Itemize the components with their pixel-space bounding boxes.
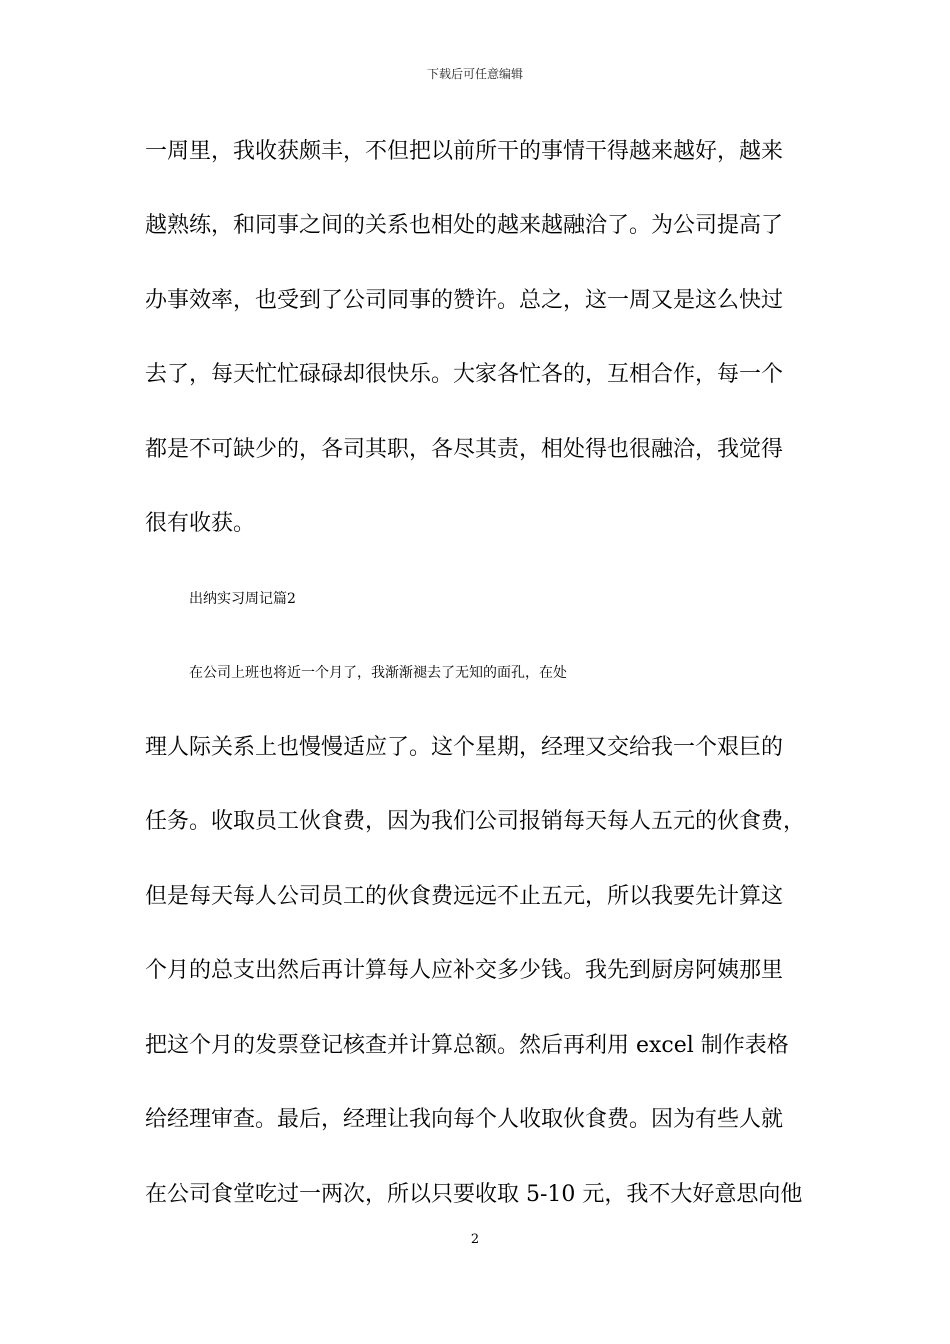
text-line: 任务。收取员工伙食费，因为我们公司报销每天每人五元的伙食费， — [145, 809, 806, 834]
text-line: 理人际关系上也慢慢适应了。这个星期，经理又交给我一个艰巨的 — [145, 735, 784, 760]
text-line: 在公司食堂吃过一两次，所以只要收取 5-10 元，我不大好意思向他 — [145, 1182, 803, 1207]
page-header: 下载后可任意编辑 — [426, 67, 523, 81]
text-line: 但是每天每人公司员工的伙食费远远不止五元，所以我要先计算这 — [145, 884, 784, 909]
text-line: 越熟练，和同事之间的关系也相处的越来越融洽了。为公司提高了 — [145, 213, 784, 238]
text-line: 办事效率，也受到了公司同事的赞许。总之，这一周又是这么快过 — [145, 288, 784, 313]
text-line: 很有收获。 — [145, 511, 256, 536]
text-line: 去了，每天忙忙碌碌却很快乐。大家各忙各的，互相合作，每一个 — [145, 362, 784, 387]
text-line: 都是不可缺少的，各司其职，各尽其责，相处得也很融洽，我觉得 — [145, 437, 784, 462]
page-number: 2 — [470, 1232, 480, 1247]
paragraph-first-line: 在公司上班也将近一个月了，我渐渐褪去了无知的面孔，在处 — [189, 665, 567, 681]
text-line: 一周里，我收获颇丰，不但把以前所干的事情干得越来越好，越来 — [145, 139, 784, 164]
text-line: 给经理审查。最后，经理让我向每个人收取伙食费。因为有些人就 — [145, 1107, 784, 1132]
section-heading: 出纳实习周记篇2 — [189, 591, 296, 607]
text-line: 个月的总支出然后再计算每人应补交多少钱。我先到厨房阿姨那里 — [145, 958, 784, 983]
text-line: 把这个月的发票登记核查并计算总额。然后再利用 excel 制作表格 — [145, 1033, 789, 1058]
